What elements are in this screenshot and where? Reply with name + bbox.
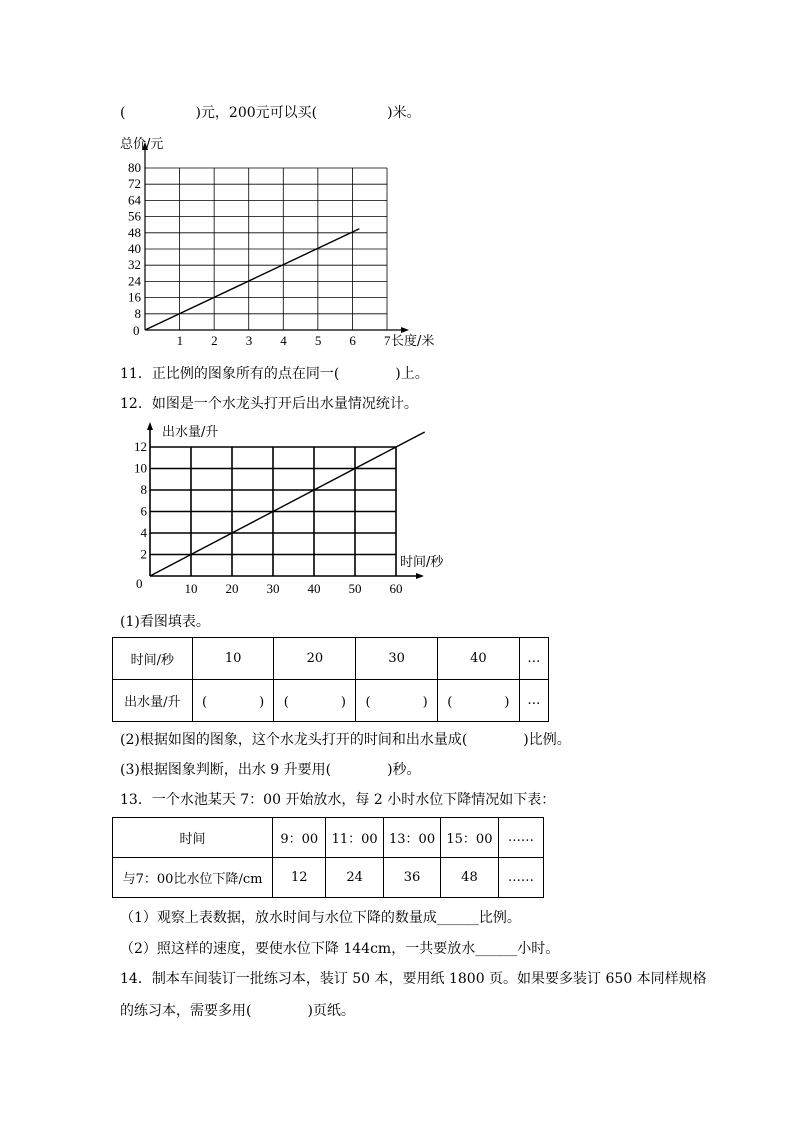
chart2-x-tick-label: 60 xyxy=(389,581,403,596)
chart1-x-tick-label: 6 xyxy=(349,333,356,348)
chart2-x-tick-label: 10 xyxy=(184,581,198,596)
table2-drop-cell: 24 xyxy=(326,858,383,898)
table1-ellipsis: … xyxy=(519,638,548,680)
chart1-y-tick-label: 72 xyxy=(128,176,141,192)
table1-blank-cell[interactable]: ( ) xyxy=(192,680,274,722)
question-12-part-3: (3)根据图象判断，出水 9 升要用( )秒。 xyxy=(120,762,421,778)
chart1-y-tick-label: 8 xyxy=(134,305,141,321)
chart2-x-tick-label: 20 xyxy=(225,581,239,596)
chart1-y-tick-label: 80 xyxy=(128,160,141,175)
chart1-x-tick-label: 5 xyxy=(314,333,322,348)
question-13: 13．一个水池某天 7：00 开始放水，每 2 小时水位下降情况如下表： xyxy=(120,792,556,808)
table1-water-header: 出水量/升 xyxy=(113,680,193,722)
chart1-series-line xyxy=(145,229,359,330)
chart2-x-tick-label: 30 xyxy=(266,581,280,596)
chart1-grid xyxy=(145,168,387,330)
chart1-y-tick-label: 40 xyxy=(128,241,141,256)
chart1-x-tick-label: 7 xyxy=(384,333,391,348)
chart2-y-arrow xyxy=(147,422,153,430)
table2-time-cell: 13：00 xyxy=(383,818,440,858)
chart2-y-tick-label: 6 xyxy=(140,503,147,519)
chart2-labels xyxy=(134,424,444,596)
table1-time-cell: 40 xyxy=(437,638,519,680)
question-13-part-2: （2）照这样的速度，要使水位下降 144cm，一共要放水______小时。 xyxy=(120,941,560,957)
chart2-y-axis-label: 出水量/升 xyxy=(162,425,219,440)
table1-time-header: 时间/秒 xyxy=(113,638,193,680)
question-14-line-2: 的练习本，需要多用( )页纸。 xyxy=(120,1003,355,1019)
question-14-line-1: 14．制本车间装订一批练习本，装订 50 本，要用纸 1800 页。如果要多装订 650 本同样规格 xyxy=(120,971,707,987)
chart1-x-arrow xyxy=(401,327,409,333)
table2-ellipsis: …… xyxy=(498,818,543,858)
chart1-origin-label: 0 xyxy=(133,323,140,338)
question-13-part-1: （1）观察上表数据，放水时间与水位下降的数量成______比例。 xyxy=(120,910,521,926)
question-12-part-2: (2)根据如图的图象，这个水龙头打开的时间和出水量成( )比例。 xyxy=(120,732,571,748)
chart1-x-tick-label: 3 xyxy=(245,333,253,348)
question-line-10-blanks: ( )元，200元可以买( )米。 xyxy=(120,105,421,121)
chart1-y-tick-label: 24 xyxy=(128,273,141,289)
chart2-y-tick-label: 8 xyxy=(140,482,147,497)
chart2-x-axis-label: 时间/秒 xyxy=(400,555,444,570)
chart1-y-tick-label: 64 xyxy=(128,192,141,208)
table2-drop-header: 与7：00比水位下降/cm xyxy=(113,858,273,898)
chart1-y-tick-label: 48 xyxy=(128,224,141,240)
table2-drop-cell: 48 xyxy=(441,858,498,898)
chart1-y-tick-label: 16 xyxy=(128,289,141,305)
chart2-y-tick-label: 12 xyxy=(134,439,147,454)
water-level-table xyxy=(112,817,544,898)
chart1-axes xyxy=(142,142,409,333)
question-12: 12．如图是一个水龙头打开后出水量情况统计。 xyxy=(120,396,418,412)
table1-time-cell: 10 xyxy=(192,638,274,680)
chart1-x-tick-label: 1 xyxy=(176,333,184,348)
chart1-x-tick-label: 2 xyxy=(211,333,218,348)
table1-time-cell: 20 xyxy=(274,638,356,680)
table1-blank-cell[interactable]: ( ) xyxy=(274,680,356,722)
chart2-y-tick-label: 10 xyxy=(134,460,147,476)
chart2-x-arrow xyxy=(416,573,424,579)
chart2-x-tick-label: 50 xyxy=(348,581,362,596)
table1-time-cell: 30 xyxy=(356,638,438,680)
chart1-series xyxy=(145,229,359,330)
table1-blank-cell[interactable]: ( ) xyxy=(437,680,519,722)
chart2-y-tick-label: 2 xyxy=(140,546,147,562)
chart-water-vs-time xyxy=(120,418,460,603)
chart2-y-tick-label: 4 xyxy=(140,525,147,540)
chart1-y-tick-label: 32 xyxy=(128,257,141,273)
question-11: 11．正比例的图象所有的点在同一( )上。 xyxy=(120,366,429,382)
chart1-y-tick-label: 56 xyxy=(128,208,141,224)
table2-drop-cell: 36 xyxy=(383,858,440,898)
chart-price-vs-length xyxy=(110,130,450,350)
chart1-x-tick-label: 4 xyxy=(280,333,287,348)
chart2-x-tick-label: 40 xyxy=(307,581,321,596)
table1-blank-cell[interactable]: ( ) xyxy=(356,680,438,722)
chart1-x-axis-label: 长度/米 xyxy=(391,334,435,349)
table2-time-header: 时间 xyxy=(113,818,273,858)
question-12-part-1: (1)看图填表。 xyxy=(120,614,210,630)
chart1-y-axis-label: 总价/元 xyxy=(120,137,164,152)
table2-time-cell: 15：00 xyxy=(441,818,498,858)
table2-time-cell: 9：00 xyxy=(273,818,326,858)
table2-ellipsis: …… xyxy=(498,858,543,898)
table1-ellipsis: … xyxy=(519,680,548,722)
fill-in-table xyxy=(112,637,549,722)
table2-time-cell: 11：00 xyxy=(326,818,383,858)
table2-drop-cell: 12 xyxy=(273,858,326,898)
chart2-origin-label: 0 xyxy=(136,576,143,591)
